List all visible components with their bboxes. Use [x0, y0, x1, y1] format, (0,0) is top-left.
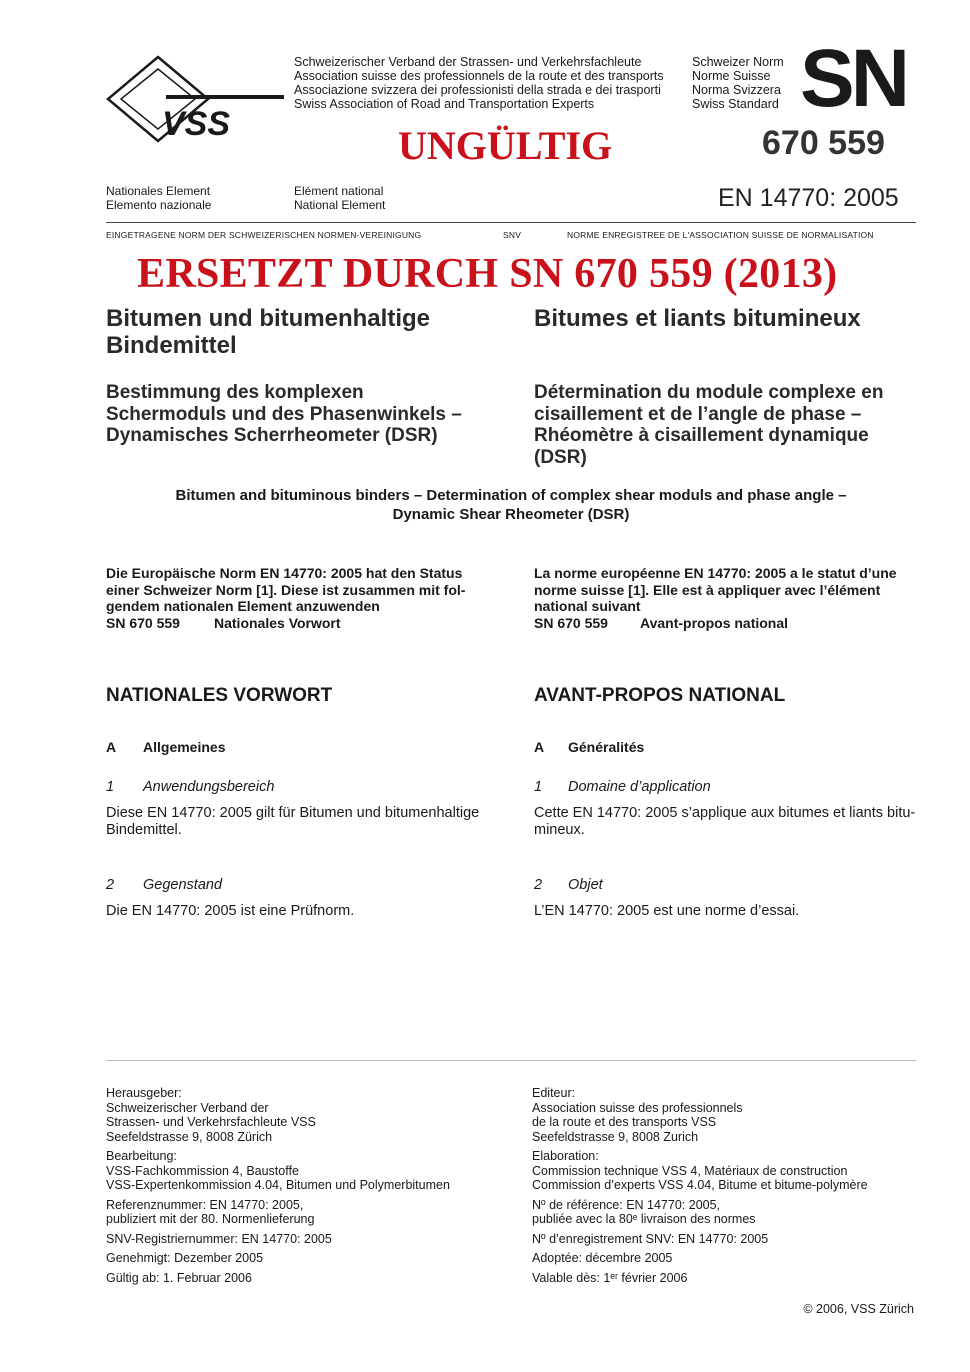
footer-line: publiziert mit der 80. Normenlieferung	[106, 1212, 315, 1226]
footer-line: Referenznummer: EN 14770: 2005,	[106, 1197, 304, 1212]
subtitle-line: Bestimmung des komplexen	[106, 382, 364, 403]
subsection-number: 2	[534, 877, 543, 893]
norm-line: Norma Svizzera	[692, 83, 781, 97]
footer-label: Herausgeber:	[106, 1086, 182, 1100]
title-en-line: Bitumen and bituminous binders – Determination of complex shear moduls and phase angle –	[175, 487, 847, 504]
copyright: © 2006, VSS Zürich	[803, 1302, 914, 1316]
footer-rule	[106, 1060, 916, 1061]
logo-text: VSS	[162, 105, 231, 143]
subsection-title: Gegenstand	[143, 877, 223, 893]
association-line: Swiss Association of Road and Transportation Experts	[294, 97, 595, 111]
status-fr	[534, 565, 924, 631]
body-line: mineux.	[534, 822, 585, 838]
national-element-line: Nationales Element	[106, 184, 211, 198]
association-line: Association suisse des professionnels de la route et des transports	[294, 69, 664, 83]
subtitle-line: cisaillement et de l’angle de phase –	[534, 403, 862, 425]
footer-line: VSS-Fachkommission 4, Baustoffe	[106, 1163, 299, 1178]
header-rule	[106, 222, 916, 223]
subtitle-de	[106, 382, 462, 447]
section-letter: A	[106, 739, 117, 755]
footer-line: Seefeldstrasse 9, 8008 Zurich	[532, 1129, 699, 1144]
association-names	[294, 55, 664, 111]
title-fr	[534, 305, 861, 332]
norm-type	[692, 55, 784, 111]
national-element-line: Elément national	[294, 184, 384, 198]
subsection-title: Anwendungsbereich	[143, 779, 275, 795]
subsection-1-text-fr	[534, 805, 915, 839]
subsection-1-fr	[534, 779, 711, 795]
subtitle-line: Dynamisches Scherrheometer (DSR)	[106, 425, 438, 446]
subsection-title: Domaine d’application	[568, 779, 711, 795]
norm-line: Schweizer Norm	[692, 55, 784, 69]
title-line: Bindemittel	[106, 332, 237, 359]
vss-logo-icon	[106, 55, 286, 145]
footer-line: de la route et des transports VSS	[532, 1115, 717, 1129]
footer-de	[106, 1086, 450, 1285]
section-a-de	[106, 739, 225, 755]
footer-line: Genehmigt: Dezember 2005	[106, 1251, 264, 1265]
replaced-stamp: ERSETZT DURCH SN 670 559 (2013)	[137, 251, 838, 297]
footer-label: Editeur:	[532, 1086, 576, 1100]
status-line: einer Schweizer Norm [1]. Diese ist zusammen mit fol-	[106, 581, 466, 598]
subtitle-line: Détermination du module complexe en	[534, 382, 884, 403]
footer-fr	[532, 1086, 868, 1285]
title-en	[106, 486, 916, 524]
subsection-number: 1	[106, 779, 115, 795]
footer-line: Association suisse des professionnels	[532, 1100, 743, 1115]
footer-line: VSS-Expertenkommission 4.04, Bitumen und Polymerbitumen	[106, 1178, 450, 1192]
association-line: Associazione svizzera dei professionisti della strada e dei trasporti	[294, 83, 661, 97]
national-element-line: National Element	[294, 198, 386, 212]
section-title: Généralités	[568, 739, 645, 755]
foreword-heading-de: NATIONALES VORWORT	[106, 685, 333, 706]
status-ref-number: SN 670 559	[534, 614, 608, 631]
status-line: Die Europäische Norm EN 14770: 2005 hat den Status	[106, 565, 463, 581]
title-en-line: Dynamic Shear Rheometer (DSR)	[392, 506, 630, 523]
status-ref-label: Nationales Vorwort	[214, 614, 341, 631]
subtitle-fr	[534, 382, 883, 468]
title-line: Bitumes et liants bitumineux	[534, 305, 861, 332]
footer-label: Bearbeitung:	[106, 1149, 177, 1163]
footer-line: Seefeldstrasse 9, 8008 Zürich	[106, 1129, 273, 1144]
subtitle-line: (DSR)	[534, 446, 587, 468]
national-element-line: Elemento nazionale	[106, 198, 212, 212]
section-a-fr	[534, 739, 644, 755]
subsection-title: Objet	[568, 877, 603, 893]
subsection-number: 2	[106, 877, 115, 893]
status-ref-number: SN 670 559	[106, 614, 180, 631]
subsection-1-text-de	[106, 805, 479, 839]
subtitle-line: Schermoduls und des Phasenwinkels –	[106, 403, 462, 425]
norm-line: Norme Suisse	[692, 69, 771, 83]
subsection-2-text-de: Die EN 14770: 2005 ist eine Prüfnorm.	[106, 903, 355, 919]
subsection-2-de	[106, 877, 222, 893]
subsection-2-fr	[534, 877, 603, 893]
association-line: Schweizerischer Verband der Strassen- und Verkehrsfachleute	[294, 55, 642, 69]
norm-line: Swiss Standard	[692, 97, 779, 111]
footer-line: Adoptée: décembre 2005	[532, 1251, 673, 1265]
status-ref	[534, 615, 924, 632]
footer-line: Nº d’enregistrement SNV: EN 14770: 2005	[532, 1231, 769, 1246]
status-line: gendem nationalen Element anzuwenden	[106, 598, 380, 614]
subsection-number: 1	[534, 779, 543, 795]
footer-line: Gültig ab: 1. Februar 2006	[106, 1270, 252, 1285]
vss-logo	[106, 55, 286, 145]
footer-line: Valable dès: 1ᵉʳ février 2006	[532, 1270, 688, 1285]
footer-line: SNV-Registriernummer: EN 14770: 2005	[106, 1231, 332, 1246]
footer-line: Strassen- und Verkehrsfachleute VSS	[106, 1115, 316, 1129]
body-line: Cette EN 14770: 2005 s’applique aux bitumes et liants bitu-	[534, 805, 916, 821]
invalid-stamp: UNGÜLTIG	[398, 123, 613, 168]
en-number: EN 14770: 2005	[718, 184, 899, 212]
subsection-1-de	[106, 779, 274, 795]
footer-line: Commission d’experts VSS 4.04, Bitume et bitume-polymère	[532, 1178, 868, 1192]
status-ref	[106, 615, 496, 632]
footer-line: publiée avec la 80ᵉ livraison des normes	[532, 1212, 756, 1226]
footer-line: Schweizerischer Verband der	[106, 1100, 269, 1115]
registered-mid: SNV	[503, 230, 522, 240]
footer-label: Elaboration:	[532, 1149, 599, 1163]
body-line: Bindemittel.	[106, 822, 182, 838]
registered-left: EINGETRAGENE NORM DER SCHWEIZERISCHEN NORMEN-VEREINIGUNG	[106, 230, 422, 240]
foreword-heading-fr: AVANT-PROPOS NATIONAL	[534, 685, 786, 706]
title-line: Bitumen und bitumenhaltige	[106, 305, 430, 332]
status-line: La norme européenne EN 14770: 2005 a le statut d’une	[534, 565, 897, 581]
registered-right: NORME ENREGISTREE DE L'ASSOCIATION SUISSE DE NORMALISATION	[567, 230, 874, 240]
national-element-mid	[294, 184, 385, 212]
section-letter: A	[534, 739, 545, 755]
footer-line: Nº de référence: EN 14770: 2005,	[532, 1197, 721, 1212]
subsection-2-text-fr: L’EN 14770: 2005 est une norme d’essai.	[534, 903, 800, 919]
body-line: Diese EN 14770: 2005 gilt für Bitumen und bitumenhaltige	[106, 805, 480, 821]
norm-number: 670 559	[762, 124, 885, 162]
subtitle-line: Rhéomètre à cisaillement dynamique	[534, 425, 869, 446]
section-title: Allgemeines	[143, 739, 226, 755]
national-element-left	[106, 184, 211, 212]
status-line: norme suisse [1]. Elle est à appliquer avec l’élément	[534, 581, 881, 598]
title-de	[106, 305, 430, 359]
status-line: national suivant	[534, 598, 641, 614]
sn-mark: SN	[800, 33, 906, 124]
status-de	[106, 565, 496, 631]
status-ref-label: Avant-propos national	[640, 614, 789, 631]
footer-line: Commission technique VSS 4, Matériaux de construction	[532, 1163, 848, 1178]
